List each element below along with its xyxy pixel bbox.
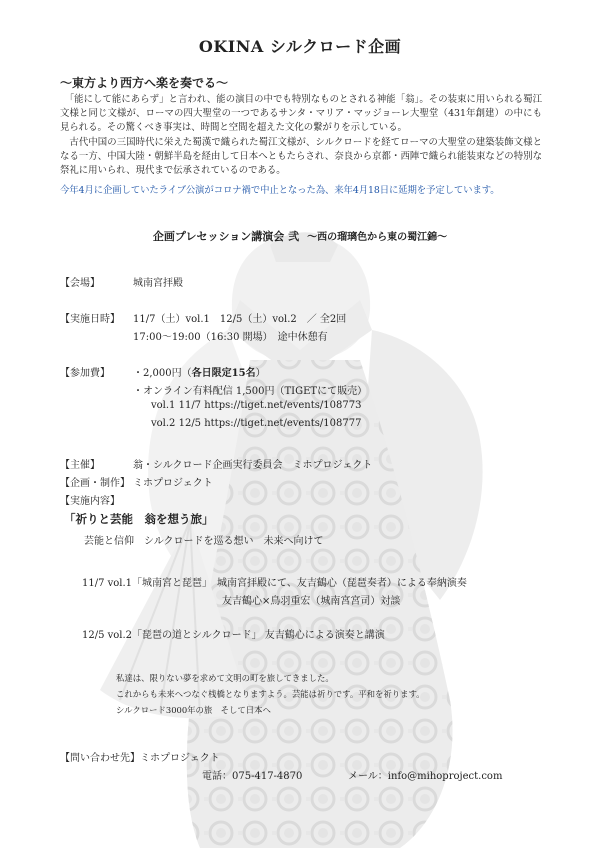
production-value: ミホプロジェクト <box>133 478 213 489</box>
page-subtitle: 〜東方より西方へ楽を奏でる〜 <box>60 76 229 90</box>
page-title: OKINA シルクロード企画 <box>198 37 402 56</box>
venue-label: 【会場】 <box>60 278 100 289</box>
program-vol1-talk: 友吉鶴心×鳥羽重宏（城南宮宮司）対談 <box>222 596 401 607</box>
dates-line-2: 17:00〜19:00（16:30 開場） 途中休憩有 <box>133 332 328 343</box>
fee-label: 【参加費】 <box>60 368 110 379</box>
fee-line-1 <box>133 364 266 379</box>
organizer-label: 【主催】 <box>60 460 100 471</box>
intro-text <box>60 93 542 178</box>
venue-value: 城南宮拝殿 <box>133 278 183 289</box>
fee-line-1-pre: ・2,000円（ <box>133 368 192 379</box>
program-vol1: 11/7 vol.1「城南宮と琵琶」 城南宮拝殿にて、友吉鶴心（琵琶奏者）による奉納演奏 <box>82 578 467 589</box>
message-line-3: シルクロード3000年の旅 そして日本へ <box>116 705 271 715</box>
fee-line-2: ・オンライン有料配信 1,500円（TIGETにて販売） <box>133 386 368 397</box>
section-title-sub: 〜西の瑠璃色から東の蜀江錦〜 <box>307 232 448 243</box>
section-title <box>0 228 600 244</box>
program-label: 【実施内容】 <box>60 496 120 507</box>
program-theme: 「祈りと芸能 翁を想う旅」 <box>64 512 214 526</box>
message-line-2: これからも未来へつなぐ桟橋となりますよう。芸能は祈りです。平和を祈ります。 <box>116 689 425 699</box>
postponement-notice: 今年4月に企画していたライブ公演がコロナ禍で中止となった為、来年4月18日に延期を予定しています。 <box>60 185 500 196</box>
ticket-link-vol1[interactable]: vol.1 11/7 https://tiget.net/events/108773 <box>151 400 362 411</box>
program-theme-sub: 芸能と信仰 シルクロードを巡る想い 未来へ向けて <box>84 536 324 547</box>
intro-paragraph-1: 「能にして能にあらず」と言われ、能の演目の中でも特別なものとされる神能「翁」。その装束に用いられる蜀江文様と同じ文様が、ローマの四大聖堂の一つであるサンタ・マリア・マッジョーレ大聖堂（431年創建）の中にも見られる。その驚くべき事実は、時間と空間を超えた文化の繋がりを示している。 <box>60 94 542 134</box>
organizer-value: 翁・シルクロード企画実行委員会 ミホプロジェクト <box>133 460 373 471</box>
message-line-1: 私達は、限りない夢を求めて文明の町を旅してきました。 <box>116 673 334 683</box>
fee-limit: 各日限定15名 <box>191 368 256 379</box>
program-vol2: 12/5 vol.2「琵琶の道とシルクロード」 友吉鶴心による演奏と講演 <box>82 630 385 641</box>
fee-line-1-post: ） <box>255 368 266 379</box>
production-label: 【企画・制作】 <box>60 478 130 489</box>
dates-line-1: 11/7（土）vol.1 12/5（土）vol.2 ／ 全2回 <box>133 314 347 325</box>
section-title-main: 企画プレセッション講演会 弐 <box>152 230 300 243</box>
contact-phone[interactable]: 電話：075-417-4870 <box>202 771 303 782</box>
dates-label: 【実施日時】 <box>60 314 120 325</box>
ticket-link-vol2[interactable]: vol.2 12/5 https://tiget.net/events/108777 <box>151 418 362 429</box>
contact-label: 【問い合わせ先】ミホプロジェクト <box>60 753 220 764</box>
intro-paragraph-2: 古代中国の三国時代に栄えた蜀漢で織られた蜀江文様が、シルクロードを経てローマの大聖堂の建築装飾文様となる一方、中国大陸・朝鮮半島を経由して日本へともたらされ、奈良から京都・西陣で織られ能装束などの特別な祭礼に用いられ、現代まで伝承されているのである。 <box>60 136 542 177</box>
contact-email[interactable]: メール：info@mihoproject.com <box>348 771 503 782</box>
